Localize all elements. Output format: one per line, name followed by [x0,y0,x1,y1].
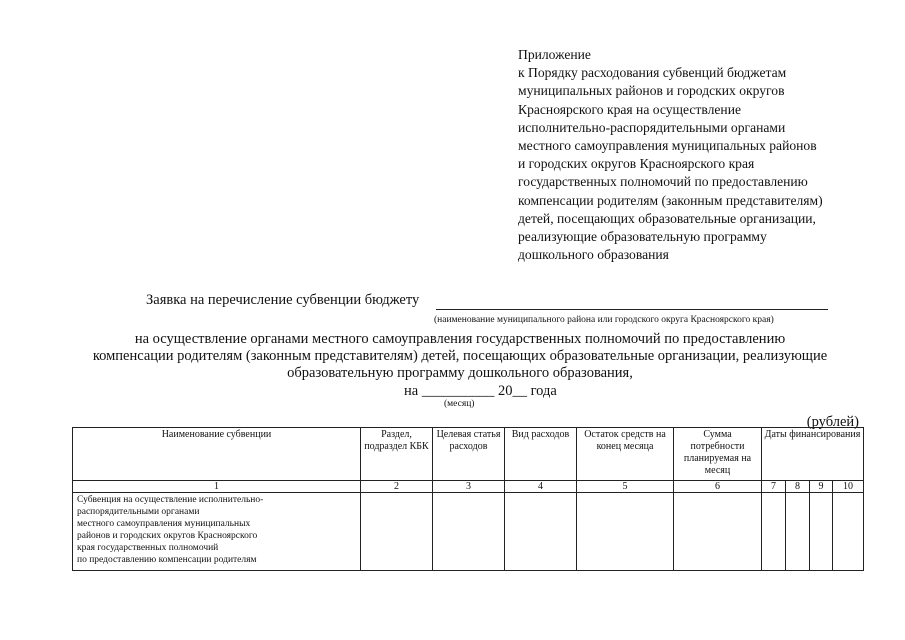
cell-date-7 [762,493,786,571]
subsidy-name-line: распорядительными органами [77,507,200,517]
appendix-line: дошкольного образования [518,247,669,263]
request-paragraph-line: компенсации родителям (законным представителям) детей, посещающих образовательные организации, реализующие [92,348,828,364]
cell-kind [505,493,577,571]
budget-blank-line [436,309,828,310]
cell-target [433,493,505,571]
column-number: 5 [577,481,674,493]
header-name: Наименование субвенции [73,428,361,481]
column-number: 1 [73,481,361,493]
month-line: на __________ 20__ года [404,383,557,399]
request-paragraph-line: образовательную программу дошкольного образования, [287,365,633,381]
column-number: 9 [810,481,833,493]
appendix-line: реализующие образовательную программу [518,229,767,245]
appendix-line: и городских округов Красноярского края [518,156,755,172]
column-number: 3 [433,481,505,493]
header-need: Сумма потребности планируемая на месяц [674,428,762,481]
column-number: 8 [786,481,810,493]
subsidy-name-line: районов и городских округов Красноярского [77,531,258,541]
appendix-line: Красноярского края на осуществление [518,101,742,117]
request-paragraph-line: на осуществление органами местного самоуправления государственных полномочий по предоставлению [134,331,786,347]
header-kind: Вид расходов [505,428,577,481]
units-label: (рублей) [806,414,859,430]
cell-need [674,493,762,571]
budget-caption: (наименование муниципального района или городского округа Красноярского края) [434,315,774,325]
appendix-line: компенсации родителям (законным представителям) [518,192,823,208]
cell-date-10 [833,493,864,571]
appendix-line: исполнительно-распорядительными органами [518,119,786,135]
header-dates: Даты финансирования [762,428,864,481]
subsidy-name-cell [73,493,361,571]
cell-section [361,493,433,571]
column-number: 6 [674,481,762,493]
appendix-header [518,46,888,264]
column-number: 4 [505,481,577,493]
request-title: Заявка на перечисление субвенции бюджету [146,292,420,308]
appendix-line: местного самоуправления муниципальных районов [518,138,817,154]
column-number: 2 [361,481,433,493]
appendix-line: Приложение [518,47,591,62]
subsidy-name-line: по предоставлению компенсации родителям [77,555,257,565]
appendix-line: детей, посещающих образовательные организации, [518,210,816,226]
appendix-line: к Порядку расходования субвенций бюджетам [518,65,787,81]
subsidy-name-line: края государственных полномочий [77,543,219,553]
cell-date-8 [786,493,810,571]
header-balance: Остаток средств на конец месяца [577,428,674,481]
appendix-line: государственных полномочий по предоставлению [518,174,808,190]
subsidy-name-line: Субвенция на осуществление исполнительно- [77,495,264,505]
header-target: Целевая статья расходов [433,428,505,481]
cell-balance [577,493,674,571]
month-caption: (месяц) [444,399,475,409]
appendix-line: муниципальных районов и городских округов [518,83,785,99]
subsidy-name-line: местного самоуправления муниципальных [77,519,251,529]
subsidy-table [72,427,864,571]
header-section: Раздел, подраздел КБК [361,428,433,481]
column-number: 10 [833,481,864,493]
cell-date-9 [810,493,833,571]
column-number: 7 [762,481,786,493]
